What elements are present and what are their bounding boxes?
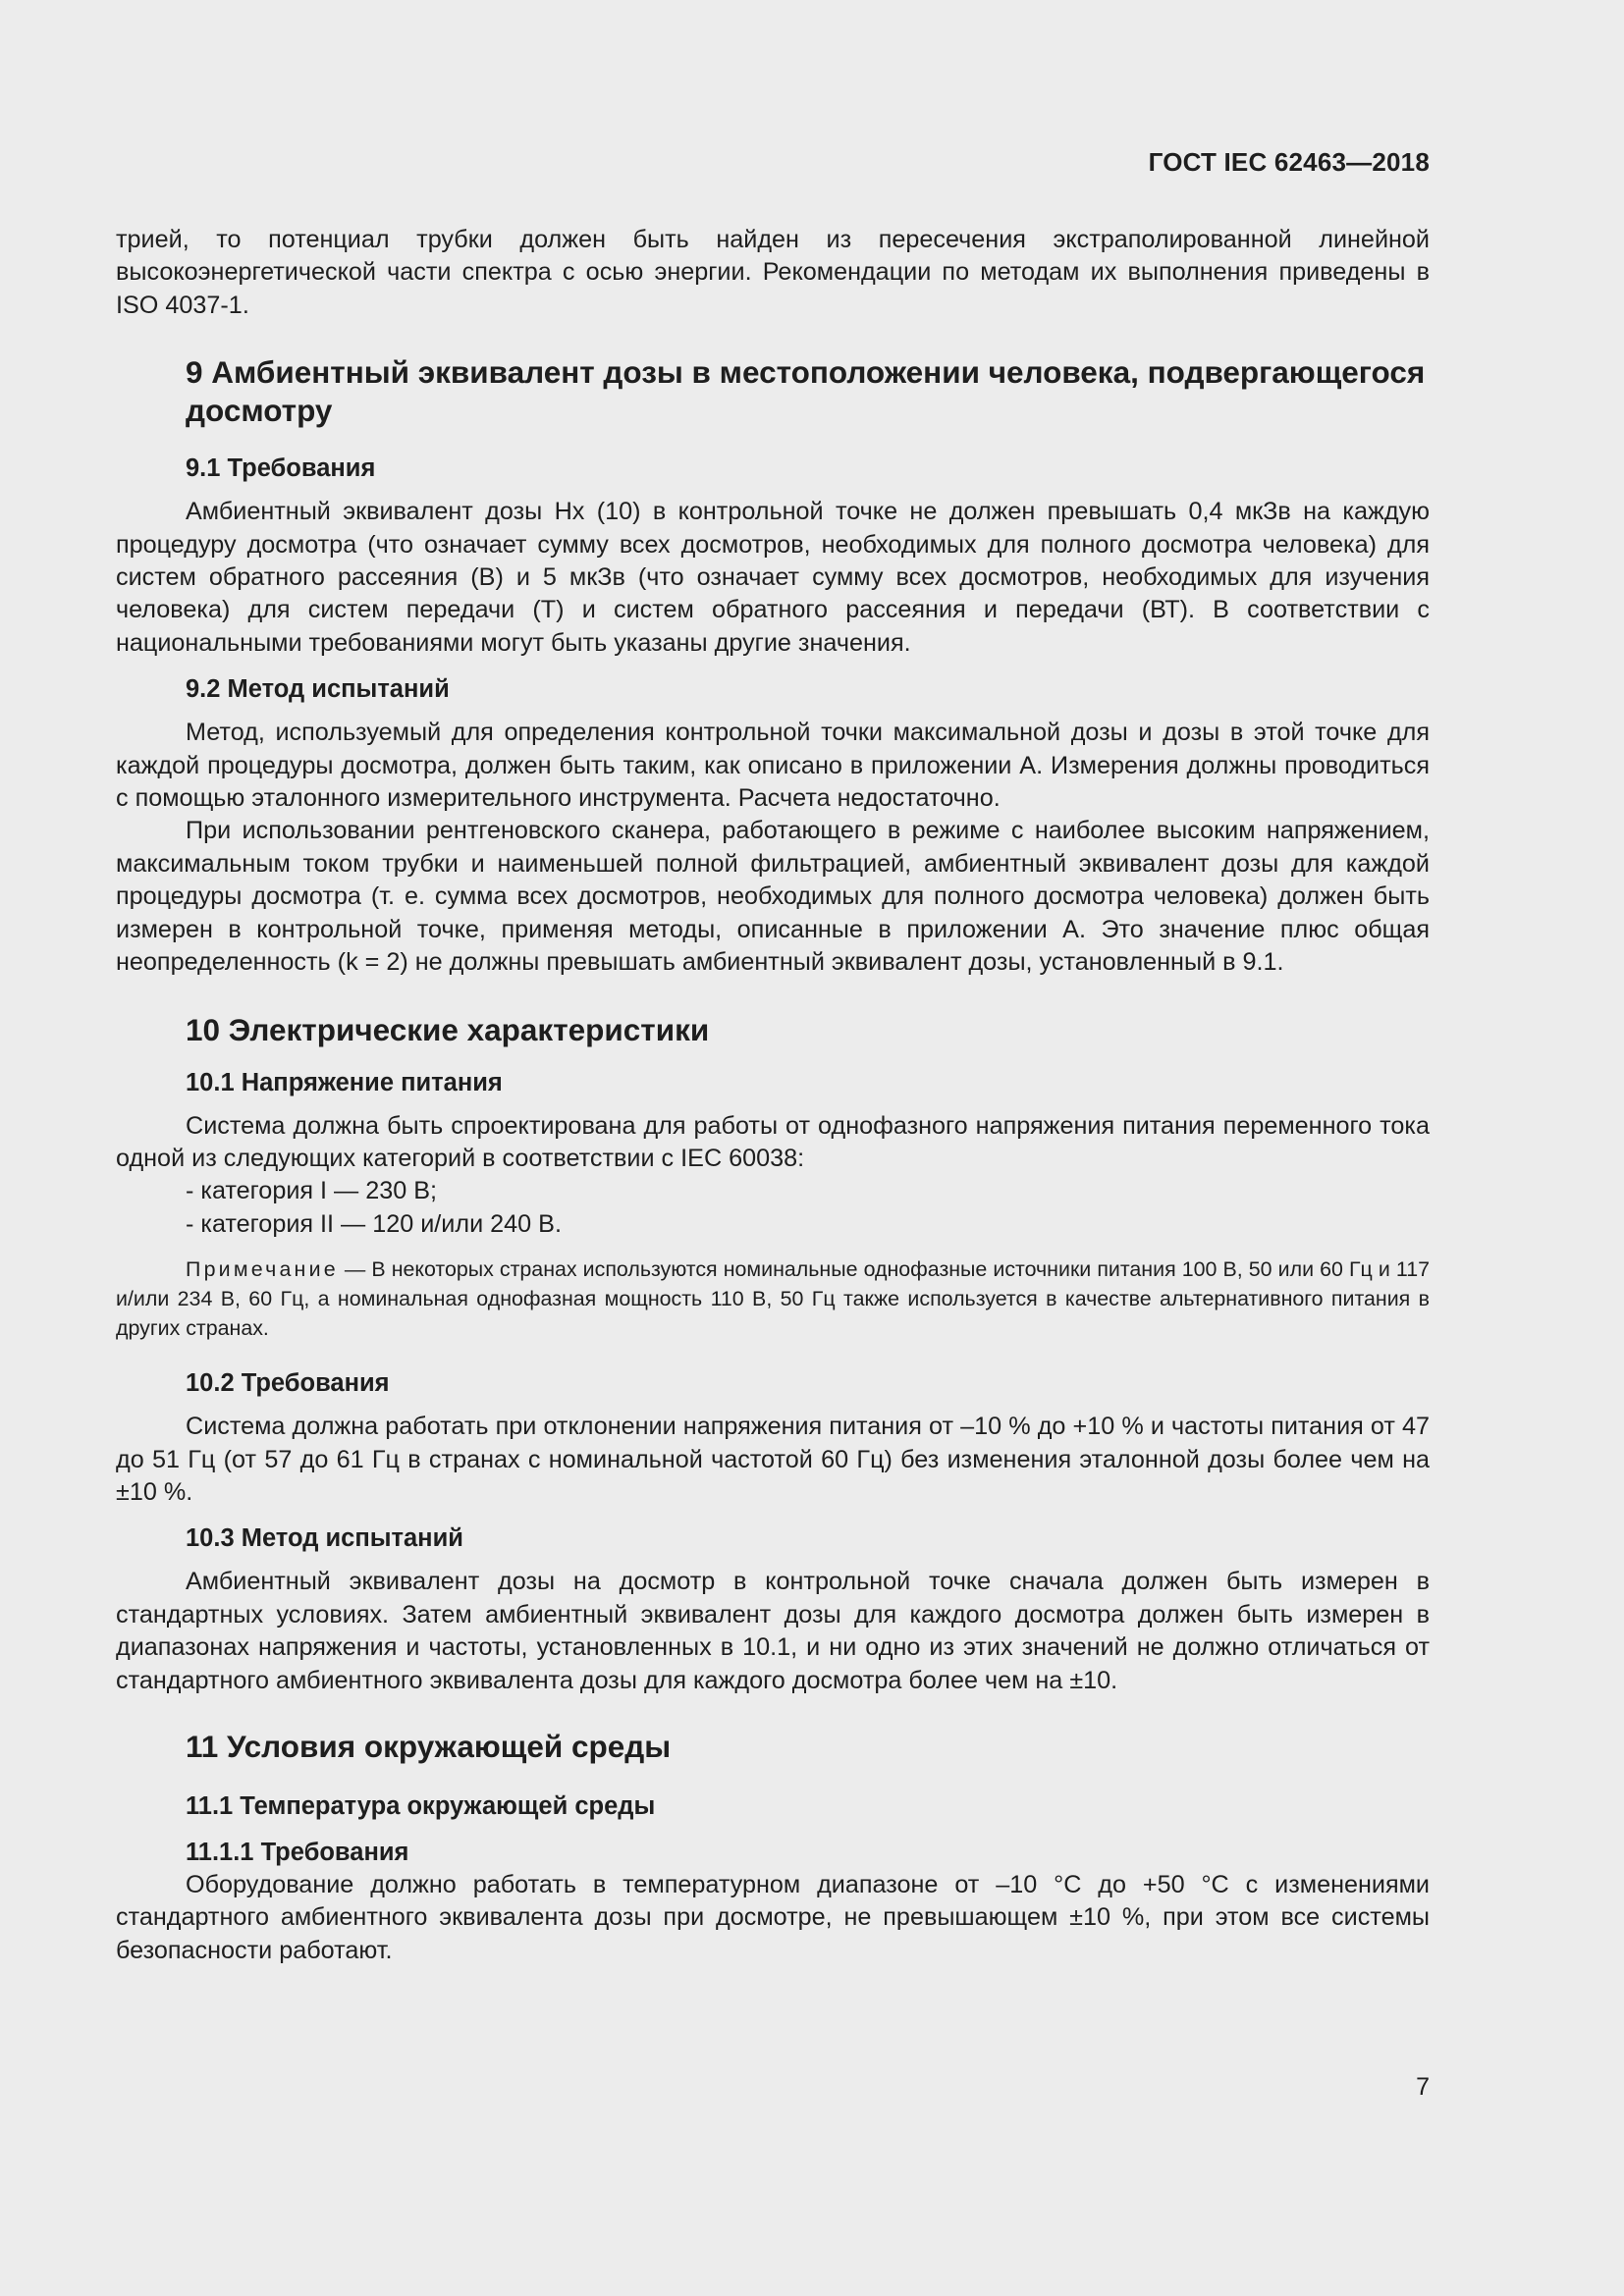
page-number: 7 bbox=[1416, 2073, 1430, 2101]
section-11-1-1-text: Оборудование должно работать в температурном диапазоне от –10 °С до +50 °С с изменениями стандартного амбиентного эквивалента дозы при досмотре, не превышающем ±10 %, при этом все системы безопасности работают. bbox=[116, 1870, 1430, 1964]
intro-paragraph: трией, то потенциал трубки должен быть найден из пересечения экстраполированной линейной высокоэнергетической части спектра с осью энергии. Рекомендации по методам их выполнения приведены в ISO 4037-1. bbox=[116, 226, 1430, 319]
section-10-1-heading: 10.1 Напряжение питания bbox=[186, 1068, 503, 1096]
section-10-heading: 10 Электрические характеристики bbox=[186, 1011, 710, 1047]
section-9-1-heading: 9.1 Требования bbox=[186, 454, 376, 483]
section-10-3-text: Амбиентный эквивалент дозы на досмотр в контрольной точке сначала должен быть измерен в стандартных условиях. Затем амбиентный эквивалент дозы для каждого досмотра должен быть измерен в диапазонах напряжения и частоты, установленных в 10.1, и ни одно из этих значений не должно отличаться от стандартного амбиентного эквивалента дозы для каждого досмотра более чем на ±10. bbox=[116, 1568, 1430, 1694]
document-body bbox=[116, 224, 1430, 1967]
section-11-1-1-heading: 11.1.1 Требования bbox=[186, 1838, 409, 1866]
list-item: - категория II — 120 и/или 240 В. bbox=[186, 1209, 562, 1238]
section-9-2-heading: 9.2 Метод испытаний bbox=[186, 675, 450, 704]
section-10-2-heading: 10.2 Требования bbox=[186, 1369, 390, 1398]
section-9-heading: 9 Амбиентный эквивалент дозы в местоположении человека, подвергающегося досмотру bbox=[186, 354, 1426, 429]
section-9-1-text: Амбиентный эквивалент дозы Hx (10) в контрольной точке не должен превышать 0,4 мкЗв на каждую процедуру досмотра (что означает сумму всех досмотров, необходимых для полного досмотра человека) для систем обратного рассеяния (В) и 5 мкЗв (что означает сумму всех досмотров, необходимых для изучения человека) для систем передачи (Т) и систем обратного рассеяния и передачи (ВТ). В соответствии с национальными требованиями могут быть указаны другие значения. bbox=[116, 498, 1430, 657]
section-11-heading: 11 Условия окружающей среды bbox=[186, 1728, 672, 1764]
section-9-2-text-1: Метод, используемый для определения контрольной точки максимальной дозы и дозы в этой точке для каждой процедуры досмотра, должен быть таким, как описано в приложении А. Измерения должны проводиться с помощью эталонного измерительного инструмента. Расчета недостаточно. bbox=[116, 719, 1430, 813]
list-item: - категория I — 230 В; bbox=[186, 1177, 438, 1205]
section-10-2-text: Система должна работать при отклонении напряжения питания от –10 % до +10 % и частоты питания от 47 до 51 Гц (от 57 до 61 Гц в странах с номинальной частотой 60 Гц) без изменения эталонной дозы более чем на ±10 %. bbox=[116, 1413, 1430, 1506]
section-10-3-heading: 10.3 Метод испытаний bbox=[186, 1524, 463, 1553]
section-11-1-heading: 11.1 Температура окружающей среды bbox=[186, 1791, 656, 1820]
document-page bbox=[116, 0, 1430, 2296]
document-code: ГОСТ IEC 62463—2018 bbox=[1148, 147, 1430, 177]
section-10-1-text: Система должна быть спроектирована для работы от однофазного напряжения питания переменного тока одной из следующих категорий в соответствии с IEC 60038: bbox=[116, 1111, 1430, 1172]
note-paragraph bbox=[116, 1255, 1430, 1343]
section-9-2-text-2: При использовании рентгеновского сканера, работающего в режиме с наиболее высоким напряжением, максимальным током трубки и наименьшей полной фильтрацией, амбиентный эквивалент дозы для каждой процедуры досмотра (т. е. сумма всех досмотров, необходимых для полного досмотра человека) должен быть измерен в контрольной точке, применяя методы, описанные в приложении А. Это значение плюс общая неопределенность (k = 2) не должны превышать амбиентный эквивалент дозы, установленный в 9.1. bbox=[116, 817, 1430, 977]
note-text: — В некоторых странах используются номинальные однофазные источники питания 100 В, 50 или 60 Гц и 117 и/или 234 В, 60 Гц, а номинальная однофазная мощность 110 В, 50 Гц также используется в качестве альтернативного питания в других странах. bbox=[116, 1257, 1430, 1341]
note-label: Примечание bbox=[186, 1257, 339, 1282]
